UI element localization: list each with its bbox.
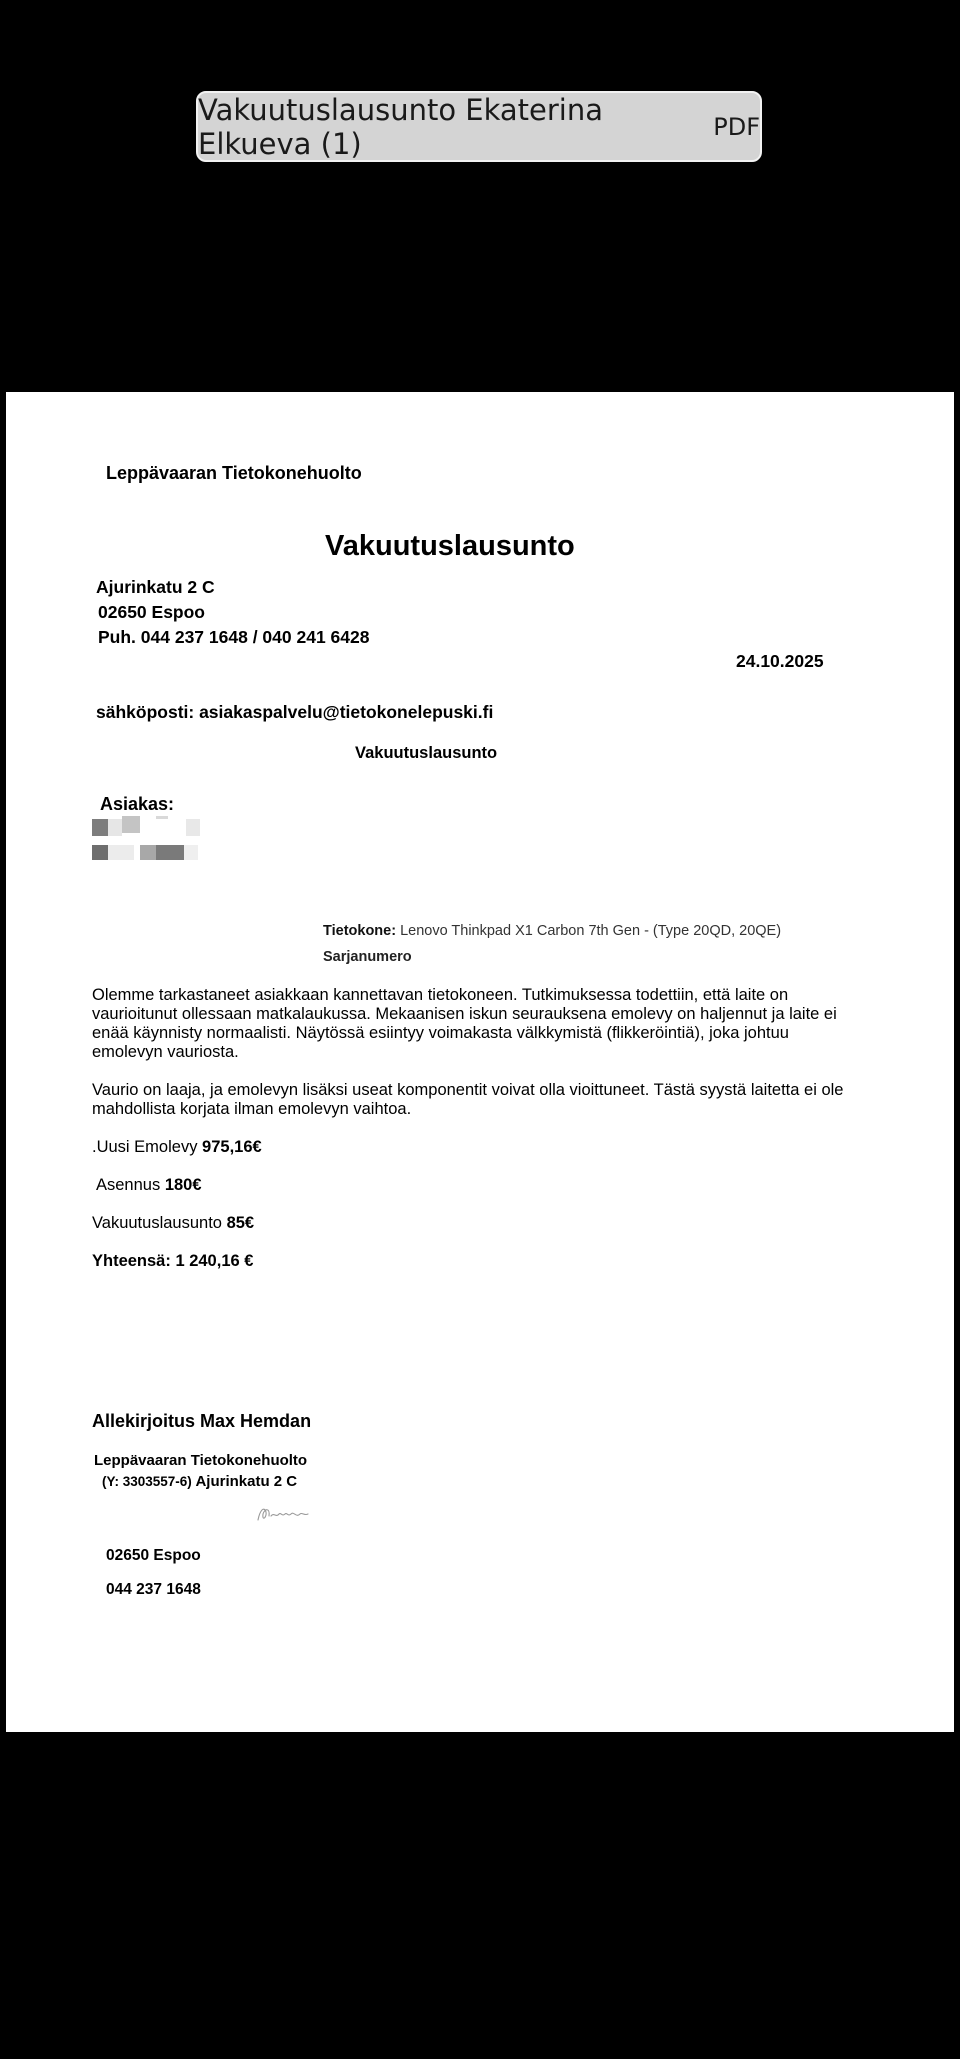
serial-number-label: Sarjanumero: [323, 949, 412, 965]
footer-address: [102, 1473, 297, 1490]
file-title-bar: [196, 91, 762, 162]
footer-street: Ajurinkatu 2 C: [195, 1473, 298, 1490]
paragraph-line: Vaurio on laaja, ja emolevyn lisäksi useat komponentit voivat olla vioittuneet. Tästä syystä laitetta ei ole: [92, 1081, 844, 1099]
statement-date: 24.10.2025: [736, 651, 824, 671]
footer-company: Leppävaaran Tietokonehuolto: [94, 1452, 308, 1469]
device-row: [323, 923, 781, 939]
document-subtitle: Vakuutuslausunto: [355, 744, 498, 762]
damage-paragraph: [92, 1081, 843, 1119]
company-email: sähköposti: asiakaspalvelu@tietokonelepuski.fi: [96, 702, 494, 722]
cost-statement: Vakuutuslausunto 85€: [92, 1214, 255, 1232]
device-label: Tietokone:: [323, 923, 397, 939]
device-model: Lenovo Thinkpad X1 Carbon 7th Gen - (Type 20QD, 20QE): [400, 923, 782, 939]
document-title: Vakuutuslausunto: [325, 530, 575, 562]
cost-motherboard: .Uusi Emolevy 975,16€: [92, 1138, 262, 1156]
company-city: 02650 Espoo: [98, 602, 205, 622]
company-street: Ajurinkatu 2 C: [96, 577, 215, 597]
cost-installation: Asennus 180€: [96, 1176, 202, 1194]
signature-line: Allekirjoitus Max Hemdan: [92, 1411, 312, 1431]
footer-phone: 044 237 1648: [106, 1581, 201, 1598]
handwritten-signature: [254, 1502, 312, 1528]
customer-label: Asiakas:: [100, 794, 175, 814]
company-phone: Puh. 044 237 1648 / 040 241 6428: [98, 627, 370, 647]
document-page: [6, 392, 954, 1732]
footer-city: 02650 Espoo: [106, 1547, 201, 1564]
file-name: Vakuutuslausunto Ekaterina Elkueva (1): [198, 92, 604, 161]
cost-total: Yhteensä: 1 240,16 €: [92, 1252, 254, 1270]
business-id: (Y: 3303557-6): [102, 1474, 192, 1489]
assessment-paragraph: [92, 986, 837, 1062]
paragraph-line: emolevyn vauriosta.: [92, 1043, 239, 1061]
paragraph-line: enää käynnisty normaalisti. Näytössä esiintyy voimakasta välkkymistä (flikkeröintiä), joka johtuu: [92, 1024, 789, 1042]
paragraph-line: Olemme tarkastaneet asiakkaan kannettavan tietokoneen. Tutkimuksessa todettiin, että laite on: [92, 986, 789, 1004]
paragraph-line: mahdollista korjata ilman emolevyn vaihtoa.: [92, 1100, 412, 1118]
company-name: Leppävaaran Tietokonehuolto: [106, 463, 362, 483]
paragraph-line: vaurioitunut ollessaan matkalaukussa. Mekaanisen iskun seurauksena emolevy on haljennut ja laite ei: [92, 1005, 837, 1023]
file-type-label: PDF: [713, 112, 760, 141]
